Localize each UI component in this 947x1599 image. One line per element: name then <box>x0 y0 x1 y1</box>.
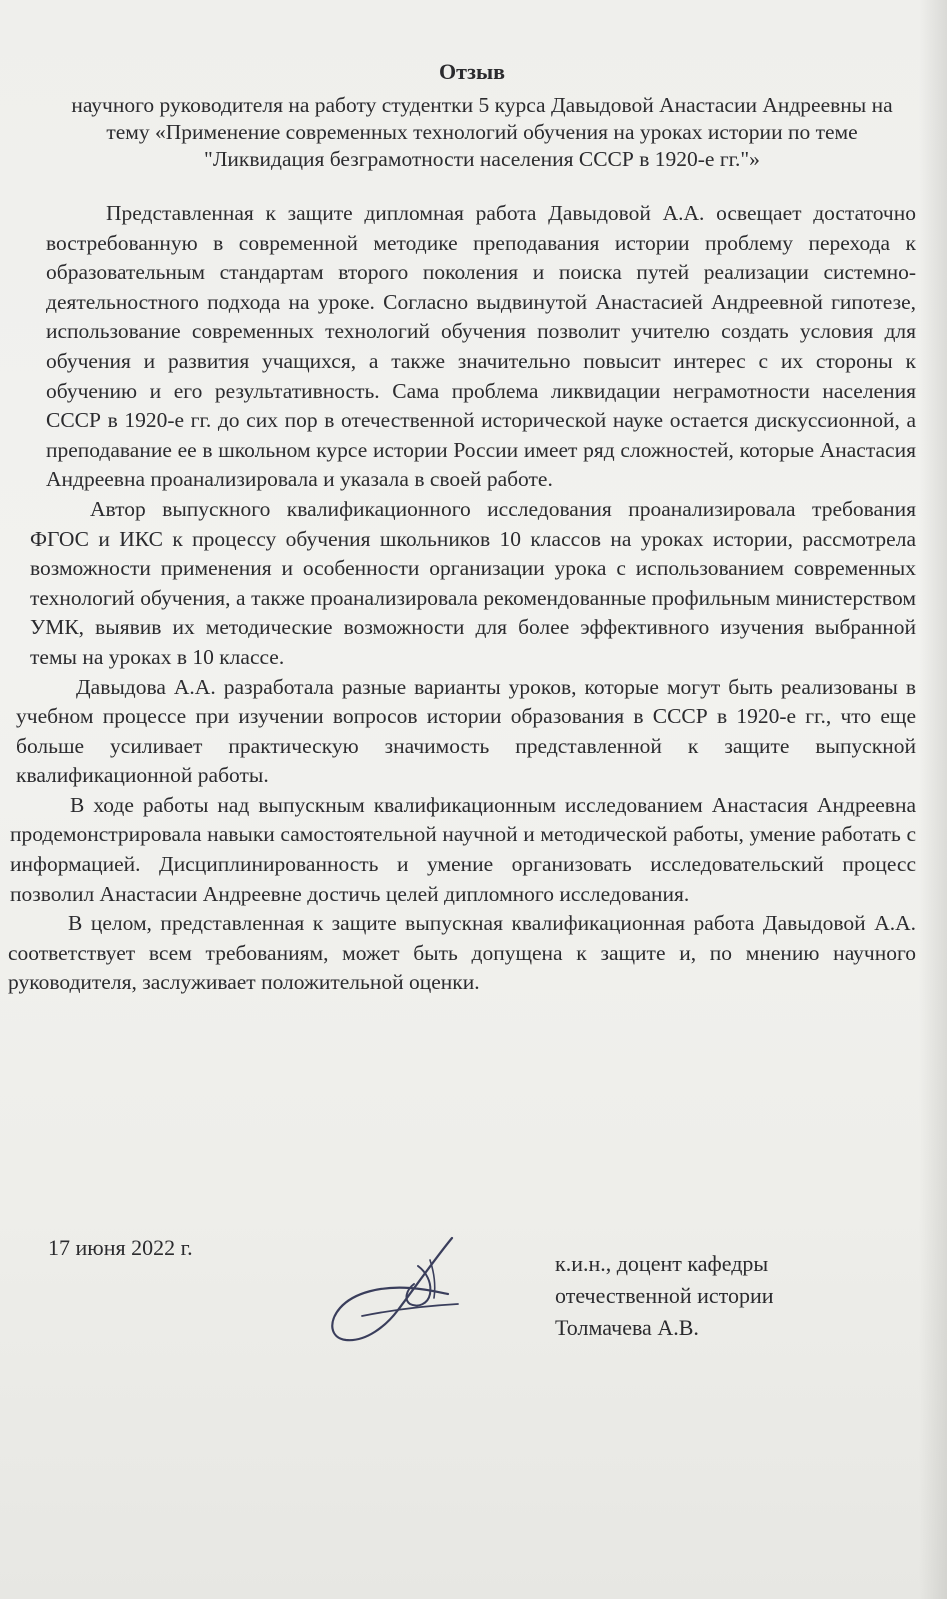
signer-name: Толмачева А.В. <box>555 1315 699 1340</box>
paragraph-5: В целом, представленная к защите выпускная квалификационная работа Давыдовой А.А. соответствует всем требованиям, может быть допущена к защите и, по мнению научного руководителя, заслуживает положительной оценки. <box>8 911 916 995</box>
document-subtitle: научного руководителя на работу студентки 5 курса Давыдовой Анастасии Андреевны на тему «Применение современных технологий обучения на уроках истории по теме "Ликвидация безграмотности населения СССР в 1920-е гг."» <box>71 93 893 171</box>
signature-icon <box>322 1232 472 1352</box>
signer-block <box>555 1248 774 1344</box>
document-date: 17 июня 2022 г. <box>48 1235 193 1260</box>
page-edge-shadow <box>919 0 947 1599</box>
paragraph-4: В ходе работы над выпускным квалификационным исследованием Анастасия Андреевна продемонстрировала навыки самостоятельной научной и методической работы, умение работать с информацией. Дисциплинированность и умение организовать исследовательский процесс позволил Анастасии Андреевне достичь целей дипломного исследования. <box>10 792 916 906</box>
signer-department: отечественной истории <box>555 1283 774 1308</box>
document-title: Отзыв <box>438 59 506 84</box>
paragraph-2: Автор выпускного квалификационного исследования проанализировала требования ФГОС и ИКС к процессу обучения школьников 10 классов на уроках истории, рассмотрела возможности применения и особенности организации урока с использованием современных технологий обучения, а также проанализировала рекомендованные профильным министерством УМК, выявив их методические возможности для более эффективного изучения выбранной темы на уроках в 10 классе. <box>30 496 916 669</box>
paragraph-3: Давыдова А.А. разработала разные варианты уроков, которые могут быть реализованы в учебном процессе при изучении вопросов истории образования в СССР в 1920-е гг., что еще больше усиливает практическую значимость представленной к защите выпускной квалификационной работы. <box>16 674 916 788</box>
signer-position: к.и.н., доцент кафедры <box>555 1251 769 1276</box>
document-body <box>8 58 916 998</box>
paragraph-1: Представленная к защите дипломная работа Давыдовой А.А. освещает достаточно востребованную в современной методике преподавания истории проблему перехода к образовательным стандартам второго поколения и поиска путей реализации системно-деятельностного подхода на уроке. Согласно выдвинутой Анастасией Андреевной гипотезе, использование современных технологий обучения позволит учителю создать условия для обучения и развития учащихся, а также значительно повысит интерес с их стороны к обучению и его результативность. Сама проблема ликвидации неграмотности населения СССР в 1920-е гг. до сих пор в отечественной исторической науке остается дискуссионной, а преподавание ее в школьном курсе истории России имеет ряд сложностей, которые Анастасия Андреевна проанализировала и указала в своей работе. <box>46 201 916 492</box>
